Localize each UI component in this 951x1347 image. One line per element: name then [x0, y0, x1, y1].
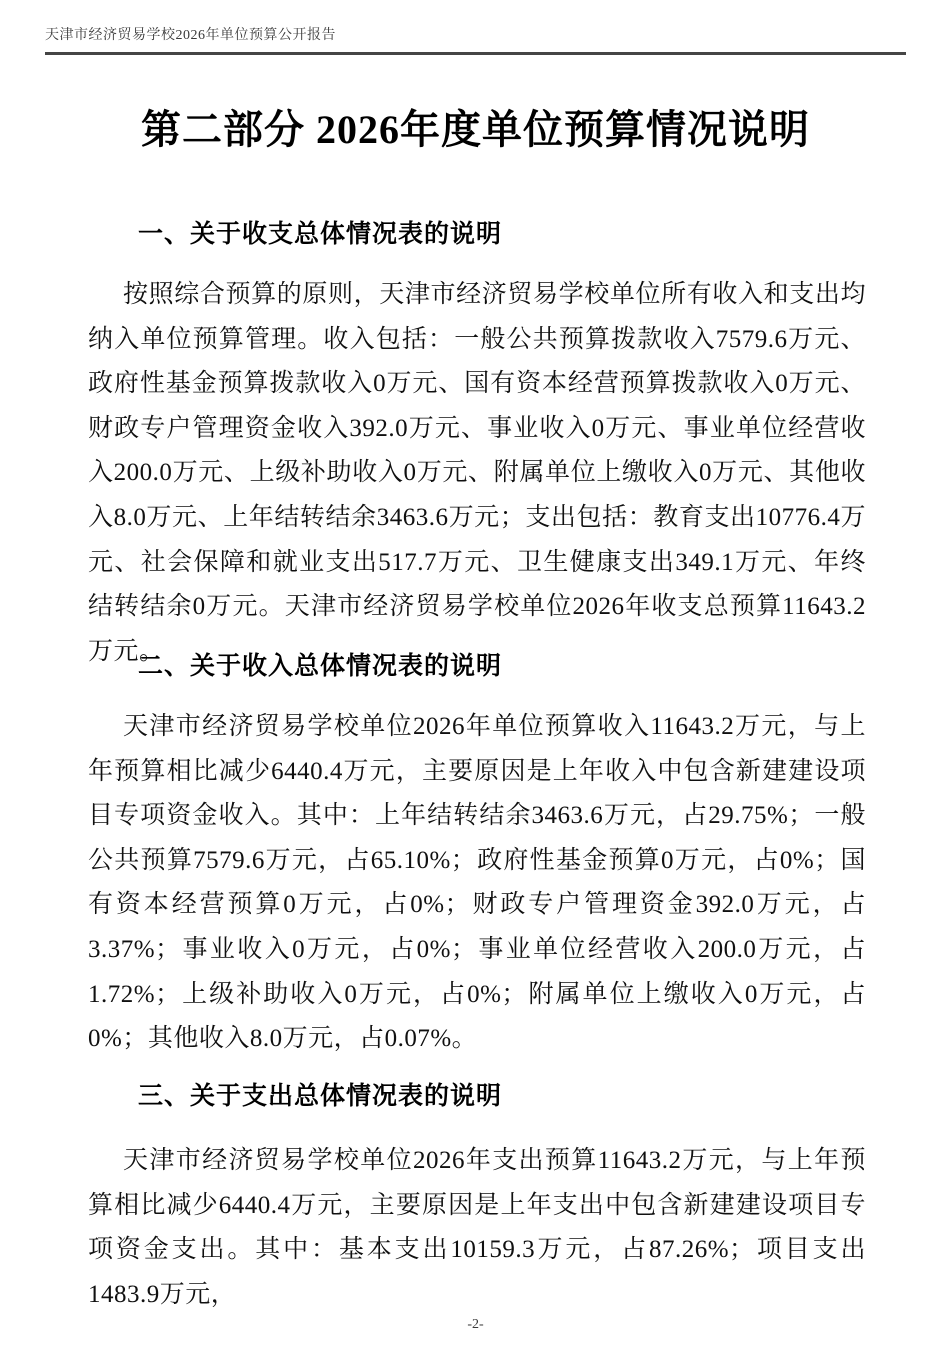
page-number: -2-: [467, 1317, 484, 1332]
running-header: [45, 27, 906, 45]
section-3-heading: 三、关于支出总体情况表的说明: [138, 1082, 503, 1110]
running-header-text: 天津市经济贸易学校2026年单位预算公开报告: [45, 28, 336, 43]
section-1-heading: 一、关于收支总体情况表的说明: [138, 220, 503, 248]
header-rule-divider: [45, 52, 906, 55]
section-3-paragraph: 天津市经济贸易学校单位2026年支出预算11643.2万元，与上年预算相比减少6440.4万元，主要原因是上年支出中包含新建建设项目专项资金支出。其中：基本支出10159.3万元，占87.26%；项目支出1483.9万元，: [88, 1147, 866, 1308]
section-2-heading: 二、关于收入总体情况表的说明: [138, 652, 503, 680]
section-1-paragraph: 按照综合预算的原则，天津市经济贸易学校单位所有收入和支出均纳入单位预算管理。收入包括：一般公共预算拨款收入7579.6万元、政府性基金预算拨款收入0万元、国有资本经营预算拨款收入0万元、财政专户管理资金收入392.0万元、事业收入0万元、事业单位经营收入200.0万元、上级补助收入0万元、附属单位上缴收入0万元、其他收入8.0万元、上年结转结余3463.6万元；支出包括：教育支出10776.4万元、社会保障和就业支出517.7万元、卫生健康支出349.1万元、年终结转结余0万元。天津市经济贸易学校单位2026年收支总预算11643.2万元。: [88, 281, 866, 665]
section-2-paragraph: 天津市经济贸易学校单位2026年单位预算收入11643.2万元，与上年预算相比减少6440.4万元，主要原因是上年收入中包含新建建设项目专项资金收入。其中：上年结转结余3463.6万元，占29.75%；一般公共预算7579.6万元，占65.10%；政府性基金预算0万元，占0%；国有资本经营预算0万元，占0%；财政专户管理资金392.0万元，占3.37%；事业收入0万元，占0%；事业单位经营收入200.0万元，占1.72%；上级补助收入0万元，占0%；附属单位上缴收入0万元，占0%；其他收入8.0万元，占0.07%。: [88, 713, 866, 1053]
page-title: 第二部分 2026年度单位预算情况说明: [141, 107, 810, 152]
